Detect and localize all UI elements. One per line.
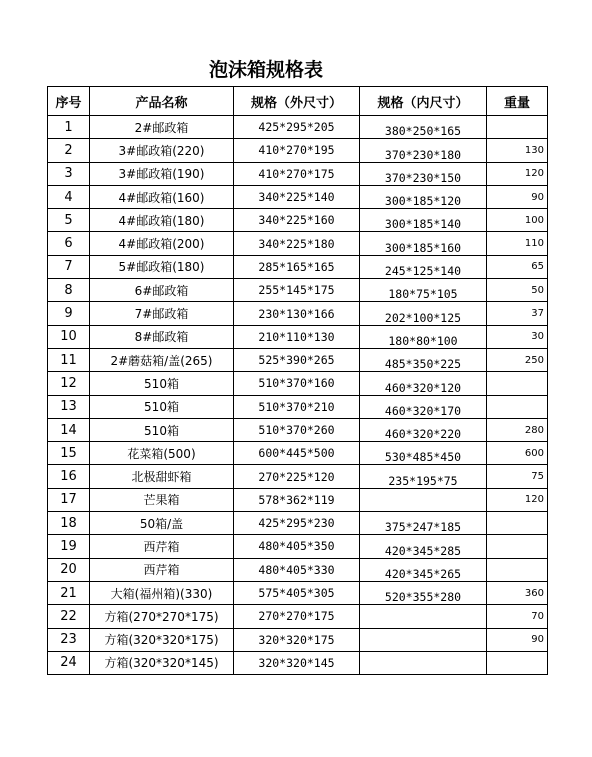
weight-cell: 37	[487, 302, 548, 325]
inner-size-cell: 460*320*170	[360, 395, 487, 418]
table-row	[48, 139, 548, 162]
table-row	[48, 488, 548, 511]
weight-cell	[487, 395, 548, 418]
row-index-cell: 8	[48, 279, 90, 302]
table-row	[48, 558, 548, 581]
weight-cell: 75	[487, 465, 548, 488]
table-row	[48, 605, 548, 628]
outer-size-cell: 270*225*120	[234, 465, 360, 488]
outer-size-cell: 510*370*160	[234, 372, 360, 395]
row-index-cell: 11	[48, 348, 90, 371]
outer-size-cell: 480*405*330	[234, 558, 360, 581]
spec-table	[47, 86, 548, 675]
inner-size-cell: 375*247*185	[360, 512, 487, 535]
row-index-cell: 3	[48, 162, 90, 185]
weight-cell	[487, 651, 548, 674]
inner-size-cell: 202*100*125	[360, 302, 487, 325]
weight-cell: 250	[487, 348, 548, 371]
weight-cell	[487, 116, 548, 139]
product-name-cell: 8#邮政箱	[90, 325, 234, 348]
weight-cell: 90	[487, 628, 548, 651]
product-name-cell: 芒果箱	[90, 488, 234, 511]
outer-size-cell: 410*270*175	[234, 162, 360, 185]
outer-size-cell: 410*270*195	[234, 139, 360, 162]
inner-size-cell	[360, 605, 487, 628]
table-row	[48, 372, 548, 395]
outer-size-cell: 600*445*500	[234, 442, 360, 465]
product-name-cell: 4#邮政箱(200)	[90, 232, 234, 255]
table-row	[48, 255, 548, 278]
row-index-cell: 9	[48, 302, 90, 325]
outer-size-cell: 510*370*260	[234, 418, 360, 441]
inner-size-cell: 460*320*120	[360, 372, 487, 395]
table-row	[48, 325, 548, 348]
row-index-cell: 18	[48, 512, 90, 535]
outer-size-cell: 525*390*265	[234, 348, 360, 371]
product-name-cell: 西芹箱	[90, 535, 234, 558]
weight-cell: 100	[487, 209, 548, 232]
table-row	[48, 232, 548, 255]
row-index-cell: 10	[48, 325, 90, 348]
inner-size-cell: 235*195*75	[360, 465, 487, 488]
header-row	[48, 87, 548, 116]
table-row	[48, 442, 548, 465]
weight-cell: 360	[487, 581, 548, 604]
product-name-cell: 6#邮政箱	[90, 279, 234, 302]
row-index-cell: 22	[48, 605, 90, 628]
outer-size-cell: 285*165*165	[234, 255, 360, 278]
table-row	[48, 418, 548, 441]
product-name-cell: 510箱	[90, 372, 234, 395]
table-row	[48, 535, 548, 558]
row-index-cell: 1	[48, 116, 90, 139]
weight-cell: 90	[487, 185, 548, 208]
header-weight: 重量	[487, 87, 548, 116]
row-index-cell: 15	[48, 442, 90, 465]
row-index-cell: 17	[48, 488, 90, 511]
inner-size-cell: 245*125*140	[360, 255, 487, 278]
row-index-cell: 16	[48, 465, 90, 488]
inner-size-cell: 420*345*285	[360, 535, 487, 558]
inner-size-cell: 420*345*265	[360, 558, 487, 581]
row-index-cell: 21	[48, 581, 90, 604]
inner-size-cell: 370*230*180	[360, 139, 487, 162]
table-row	[48, 116, 548, 139]
outer-size-cell: 575*405*305	[234, 581, 360, 604]
weight-cell: 110	[487, 232, 548, 255]
row-index-cell: 20	[48, 558, 90, 581]
inner-size-cell	[360, 628, 487, 651]
inner-size-cell: 300*185*140	[360, 209, 487, 232]
header-outer-size: 规格（外尺寸）	[234, 87, 360, 116]
product-name-cell: 2#蘑菇箱/盖(265)	[90, 348, 234, 371]
product-name-cell: 大箱(福州箱)(330)	[90, 581, 234, 604]
row-index-cell: 2	[48, 139, 90, 162]
table-row	[48, 628, 548, 651]
table-row	[48, 512, 548, 535]
weight-cell: 280	[487, 418, 548, 441]
weight-cell	[487, 535, 548, 558]
header-index: 序号	[48, 87, 90, 116]
weight-cell	[487, 558, 548, 581]
product-name-cell: 4#邮政箱(160)	[90, 185, 234, 208]
inner-size-cell: 530*485*450	[360, 442, 487, 465]
outer-size-cell: 340*225*140	[234, 185, 360, 208]
product-name-cell: 7#邮政箱	[90, 302, 234, 325]
row-index-cell: 13	[48, 395, 90, 418]
table-row	[48, 465, 548, 488]
inner-size-cell: 300*185*160	[360, 232, 487, 255]
product-name-cell: 5#邮政箱(180)	[90, 255, 234, 278]
outer-size-cell: 230*130*166	[234, 302, 360, 325]
outer-size-cell: 510*370*210	[234, 395, 360, 418]
outer-size-cell: 340*225*180	[234, 232, 360, 255]
outer-size-cell: 340*225*160	[234, 209, 360, 232]
weight-cell: 600	[487, 442, 548, 465]
weight-cell: 120	[487, 488, 548, 511]
row-index-cell: 12	[48, 372, 90, 395]
header-inner-size: 规格（内尺寸）	[360, 87, 487, 116]
row-index-cell: 5	[48, 209, 90, 232]
header-product-name: 产品名称	[90, 87, 234, 116]
product-name-cell: 方箱(320*320*145)	[90, 651, 234, 674]
weight-cell: 30	[487, 325, 548, 348]
weight-cell	[487, 512, 548, 535]
inner-size-cell	[360, 488, 487, 511]
inner-size-cell: 300*185*120	[360, 185, 487, 208]
outer-size-cell: 425*295*230	[234, 512, 360, 535]
row-index-cell: 23	[48, 628, 90, 651]
outer-size-cell: 425*295*205	[234, 116, 360, 139]
outer-size-cell: 255*145*175	[234, 279, 360, 302]
table-row	[48, 395, 548, 418]
row-index-cell: 14	[48, 418, 90, 441]
product-name-cell: 3#邮政箱(190)	[90, 162, 234, 185]
inner-size-cell: 485*350*225	[360, 348, 487, 371]
table-row	[48, 209, 548, 232]
sheet-title: 泡沫箱规格表	[208, 59, 323, 81]
weight-cell: 65	[487, 255, 548, 278]
inner-size-cell: 520*355*280	[360, 581, 487, 604]
inner-size-cell: 380*250*165	[360, 116, 487, 139]
table-row	[48, 302, 548, 325]
product-name-cell: 50箱/盖	[90, 512, 234, 535]
product-name-cell: 4#邮政箱(180)	[90, 209, 234, 232]
weight-cell: 70	[487, 605, 548, 628]
row-index-cell: 19	[48, 535, 90, 558]
outer-size-cell: 480*405*350	[234, 535, 360, 558]
outer-size-cell: 270*270*175	[234, 605, 360, 628]
row-index-cell: 24	[48, 651, 90, 674]
product-name-cell: 3#邮政箱(220)	[90, 139, 234, 162]
table-row	[48, 651, 548, 674]
table-row	[48, 185, 548, 208]
table-row	[48, 162, 548, 185]
inner-size-cell: 180*80*100	[360, 325, 487, 348]
row-index-cell: 6	[48, 232, 90, 255]
product-name-cell: 510箱	[90, 395, 234, 418]
product-name-cell: 北极甜虾箱	[90, 465, 234, 488]
table-row	[48, 279, 548, 302]
table-row	[48, 581, 548, 604]
product-name-cell: 方箱(320*320*175)	[90, 628, 234, 651]
product-name-cell: 2#邮政箱	[90, 116, 234, 139]
inner-size-cell: 460*320*220	[360, 418, 487, 441]
product-name-cell: 西芹箱	[90, 558, 234, 581]
table-row	[48, 348, 548, 371]
weight-cell: 120	[487, 162, 548, 185]
outer-size-cell: 320*320*175	[234, 628, 360, 651]
inner-size-cell: 370*230*150	[360, 162, 487, 185]
product-name-cell: 花菜箱(500)	[90, 442, 234, 465]
row-index-cell: 4	[48, 185, 90, 208]
outer-size-cell: 320*320*145	[234, 651, 360, 674]
weight-cell: 50	[487, 279, 548, 302]
weight-cell: 130	[487, 139, 548, 162]
row-index-cell: 7	[48, 255, 90, 278]
product-name-cell: 510箱	[90, 418, 234, 441]
outer-size-cell: 210*110*130	[234, 325, 360, 348]
inner-size-cell: 180*75*105	[360, 279, 487, 302]
weight-cell	[487, 372, 548, 395]
product-name-cell: 方箱(270*270*175)	[90, 605, 234, 628]
inner-size-cell	[360, 651, 487, 674]
outer-size-cell: 578*362*119	[234, 488, 360, 511]
